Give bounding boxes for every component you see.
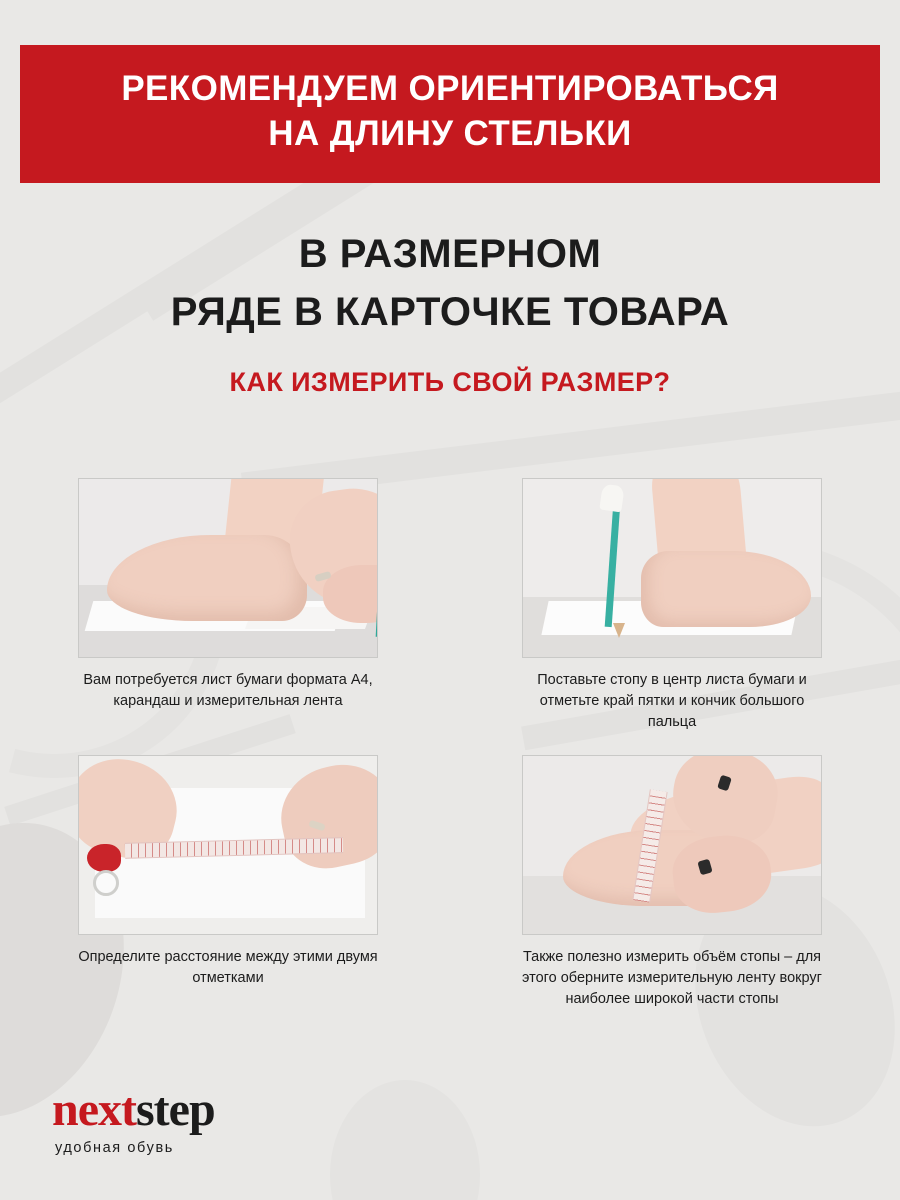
recommendation-banner: [20, 45, 880, 183]
steps-grid: [78, 478, 822, 1010]
logo-step-text: step: [135, 1083, 215, 1136]
logo-next-text: next: [52, 1083, 136, 1136]
heading-line-1: В РАЗМЕРНОМ: [298, 232, 602, 276]
banner-line-2: НА ДЛИНУ СТЕЛЬКИ: [268, 113, 632, 153]
step-1-caption: Вам потребуется лист бумаги формата А4, карандаш и измерительная лента: [83, 672, 373, 710]
step-1: [78, 478, 378, 733]
marking-toe-photo: [522, 478, 822, 658]
logo-wordmark: [52, 1083, 215, 1136]
logo-tagline: удобная обувь: [55, 1140, 174, 1156]
step-4: [522, 755, 822, 1010]
how-to-measure-question: КАК ИЗМЕРИТЬ СВОЙ РАЗМЕР?: [229, 367, 671, 397]
step-2: [522, 478, 822, 733]
step-4-caption: Также полезно измерить объём стопы – для этого оберните измерительную ленту вокруг наиболее широкой части стопы: [522, 949, 822, 1008]
measuring-tape-photo: [78, 755, 378, 935]
heading-block: [0, 225, 900, 398]
step-3: [78, 755, 378, 1010]
heading-line-2: РЯДЕ В КАРТОЧКЕ ТОВАРА: [170, 290, 730, 334]
step-2-caption: Поставьте стопу в центр листа бумаги и отметьте край пятки и кончик большого пальца: [537, 672, 807, 731]
brand-logo: [52, 1083, 215, 1156]
foot-with-pencil-photo: [78, 478, 378, 658]
tape-around-foot-photo: [522, 755, 822, 935]
banner-line-1: РЕКОМЕНДУЕМ ОРИЕНТИРОВАТЬСЯ: [121, 69, 779, 108]
step-3-caption: Определите расстояние между этими двумя отметками: [78, 949, 378, 987]
